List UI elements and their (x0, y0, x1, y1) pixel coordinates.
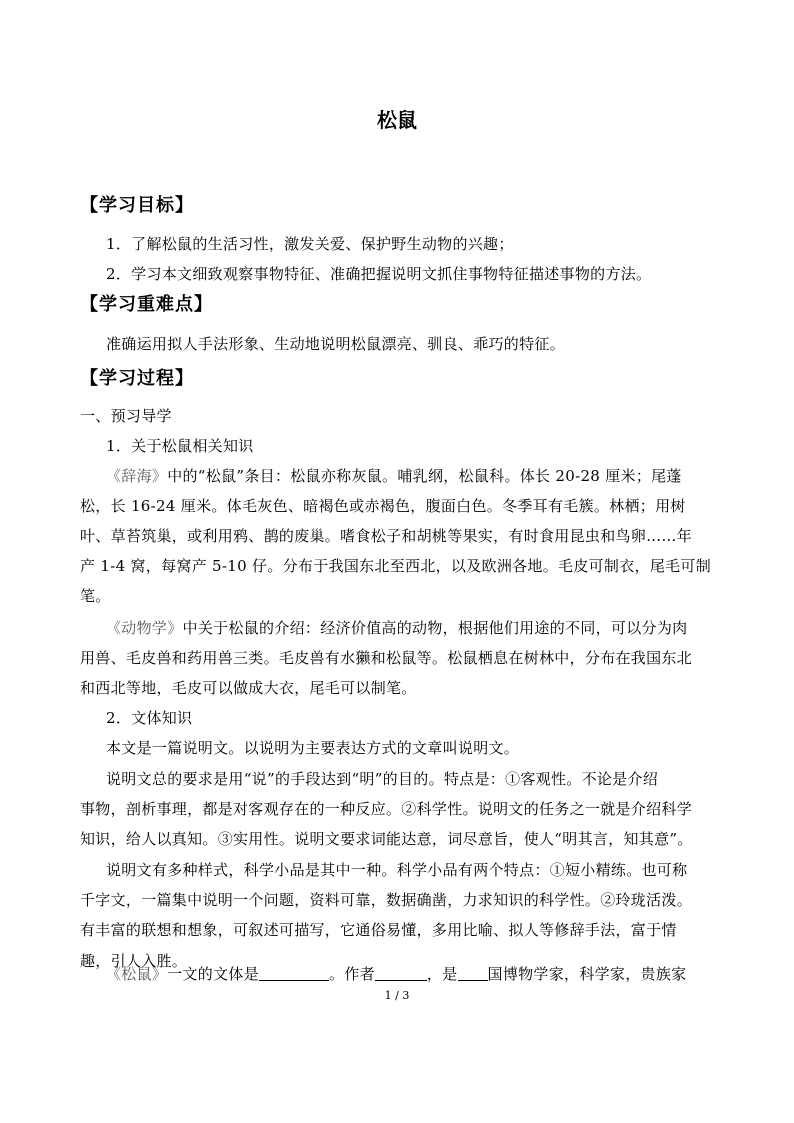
genre-line-8: 趣，引人入胜。 (80, 952, 188, 970)
genre-line-4: 知识，给人以真知。③实用性。说明文要求词能达意，词尽意旨，使人“明其言，知其意”。 (80, 830, 693, 848)
country-blank[interactable] (458, 966, 488, 981)
page-number: 1 / 3 (384, 989, 410, 1002)
fill-part-4: 国博物学家，科学家，贵族家 (487, 965, 687, 983)
sub2-title: 2．文体知识 (106, 709, 193, 727)
author-blank[interactable] (375, 966, 427, 981)
cihai-line-4: 产 1-4 窝，每窝产 5-10 仔。分布于我国东北至西北，以及欧洲各地。毛皮可制衣，尾毛可制 (80, 557, 712, 575)
genre-line-7: 有丰富的联想和想象，可叙述可描写，它通俗易懂，多用比喻、拟人等修辞手法，富于情 (80, 921, 677, 939)
fill-part-1: 一文的文体是 (167, 965, 260, 983)
goal-item-1: 1．了解松鼠的生活习性，激发关爱、保护野生动物的兴趣； (106, 235, 514, 253)
cihai-book: 《辞海》 (106, 467, 168, 485)
genre-line-5: 说明文有多种样式，科学小品是其中一种。科学小品有两个特点：①短小精练。也可称 (106, 861, 688, 879)
page-title: 松鼠 (377, 108, 417, 132)
cihai-line-3: 叶、草苔筑巢，或利用鸦、鹊的废巢。嗜食松子和胡桃等果实，有时食用昆虫和鸟卵……年 (80, 527, 693, 545)
zoology-line-3: 和西北等地，毛皮可以做成大衣，尾毛可以制笔。 (80, 679, 417, 697)
fill-part-2: 。作者 (329, 965, 375, 983)
zoology-line-1 (106, 617, 687, 638)
goals-heading: 【学习目标】 (80, 195, 194, 216)
cihai-line-1 (106, 465, 682, 486)
goal-item-2: 2．学习本文细致观察事物特征、准确把握说明文抓住事物特征描述事物的方法。 (106, 265, 652, 283)
difficulty-text: 准确运用拟人手法形象、生动地说明松鼠漂亮、驯良、乖巧的特征。 (106, 335, 566, 353)
fill-book: 《松鼠》 (106, 965, 168, 983)
cihai-line-2: 松，长 16-24 厘米。体毛灰色、暗褐色或赤褐色，腹面白色。冬季耳有毛簇。林栖；用树 (80, 497, 686, 515)
zoology-line-2: 用兽、毛皮兽和药用兽三类。毛皮兽有水獭和松鼠等。松鼠栖息在树林中，分布在我国东北 (80, 649, 693, 667)
sub1-title: 1．关于松鼠相关知识 (106, 437, 254, 455)
genre-line-1: 本文是一篇说明文。以说明为主要表达方式的文章叫说明文。 (106, 739, 520, 757)
fill-in-line (106, 963, 686, 984)
cihai-line-5: 笔。 (80, 587, 111, 605)
cihai-text-1: 中的“松鼠”条目：松鼠亦称灰鼠。哺乳纲，松鼠科。体长 20-28 厘米；尾蓬 (167, 467, 682, 485)
part1-title: 一、预习导学 (80, 407, 172, 425)
fill-part-3: ，是 (426, 965, 458, 983)
process-heading: 【学习过程】 (80, 368, 194, 389)
difficulty-heading: 【学习重难点】 (80, 294, 213, 315)
genre-line-6: 千字文，一篇集中说明一个问题，资料可靠，数据确凿，力求知识的科学性。②玲珑活泼。 (80, 891, 693, 909)
genre-line-3: 事物，剖析事理，都是对客观存在的一种反应。②科学性。说明文的任务之一就是介绍科学 (80, 800, 693, 818)
genre-blank[interactable] (259, 966, 329, 981)
zoology-book: 《动物学》 (106, 619, 183, 637)
zoology-text-1: 中关于松鼠的介绍：经济价值高的动物，根据他们用途的不同，可以分为肉 (182, 619, 688, 637)
genre-line-2: 说明文总的要求是用“说”的手段达到“明”的目的。特点是：①客观性。不论是介绍 (106, 770, 659, 788)
